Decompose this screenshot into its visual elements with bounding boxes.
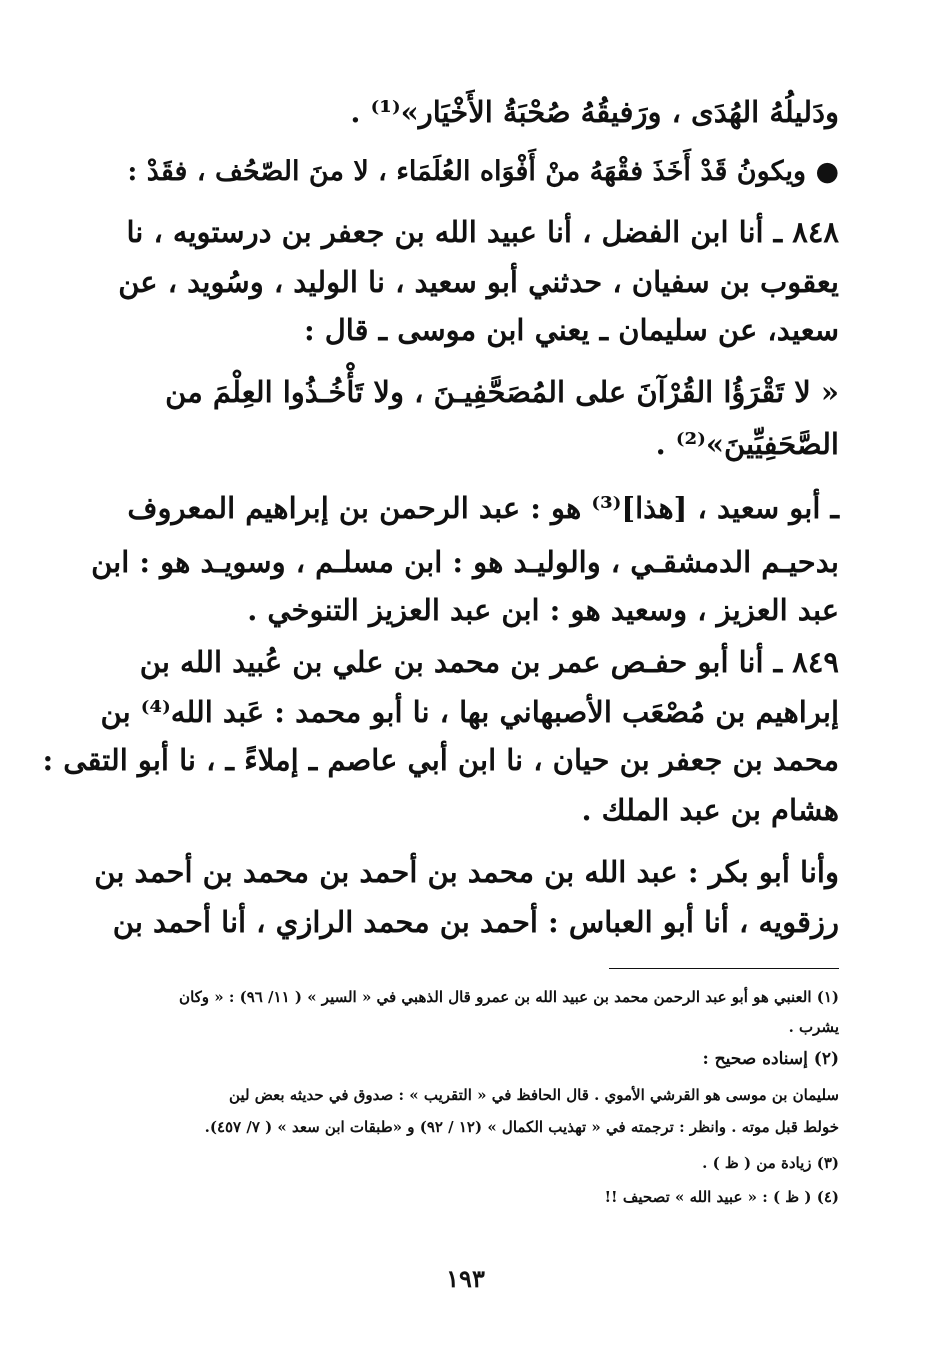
footnote-separator [609,968,839,969]
body-line-1: ودَليلُهُ الهُدَى ، ورَفيقُهُ صُحْبَةُ الأَخْيَار»⁽¹⁾ . [350,95,839,129]
footnote-1: (١) العنبي هو أبو عبد الرحمن محمد بن عبيد الله بن عمرو قال الذهبي في « السير » ( ١١/ ٩٦) : « وكان [179,988,839,1006]
footnote-3: (٣) زيادة من ( ظ ) . [702,1154,839,1172]
body-line-8: ـ أبو سعيد ، [هذا]⁽³⁾ هو : عبد الرحمن بن إبراهيم المعروف [127,491,839,525]
footnote-4: (٤) ( ظ ) : « عبيد الله » تصحيف !! [604,1188,839,1206]
footnote-2-line-3: خولط قبل موته . وانظر : ترجمته في « تهذيب الكمال » (١٢ / ٩٢) و «طبقات ابن سعد » ( ٧/ ٤٥٧). [204,1118,839,1136]
body-line-11: ٨٤٩ ـ أنا أبو حفـص عمر بن محمد بن علي بن عُبيد الله بن [139,645,839,679]
body-line-10: عبد العزيز ، وسعيد هو : ابن عبد العزيز التنوخي . [247,593,839,627]
body-line-5: سعيد، عن سليمان ـ يعني ابن موسى ـ قال : [303,313,839,347]
footnote-2: (٢) إسناده صحيح : [702,1049,839,1069]
body-line-3: ٨٤٨ ـ أنا ابن الفضل ، أنا عبيد الله بن جعفر بن درستويه ، نا [126,215,839,249]
body-line-7: الصَّحَفِيِّينَ»⁽²⁾ . [655,427,839,461]
body-line-14: هشام بن عبد الملك . [581,793,839,827]
footnote-1-cont: يشرب . [788,1018,839,1036]
page-number: ١٩٣ [446,1264,485,1293]
body-line-15: وأنا أبو بكر : عبد الله بن محمد بن أحمد بن محمد بن أحمد بن [94,855,839,889]
body-line-12: إبراهيم بن مُصْعَب الأصبهاني بها ، نا أبو محمد : عَبد الله⁽⁴⁾ بن [100,695,839,729]
body-line-6: « لا تَقْرَؤُا القُرْآنَ على المُصَحَّفِيـنَ ، ولا تَأْخُـذُوا العِلْمَ من [165,375,839,409]
section-heading: ● ويكونُ قَدْ أَخَذَ فقْهَهُ منْ أَفْوَاه العُلَمَاء ، لا منَ الصّحُف ، فقَدْ : [127,156,839,187]
body-line-9: بدحيـم الدمشقـي ، والوليـد هو : ابن مسلـم ، وسويـد هو : ابن [91,545,839,579]
body-line-13: محمد بن جعفر بن حيان ، نا ابن أبي عاصم ـ إملاءً ـ ، نا أبو التقى : [42,743,839,777]
body-line-16: رزقويه ، أنا أبو العباس : أحمد بن محمد الرازي ، أنا أحمد بن [112,905,839,939]
footnote-2-line-2: سليمان بن موسى هو القرشي الأموي . قال الحافظ في « التقريب » : صدوق في حديثه بعض لين [229,1086,839,1104]
body-line-4: يعقوب بن سفيان ، حدثني أبو سعيد ، نا الوليد ، وسُويد ، عن [118,265,839,299]
